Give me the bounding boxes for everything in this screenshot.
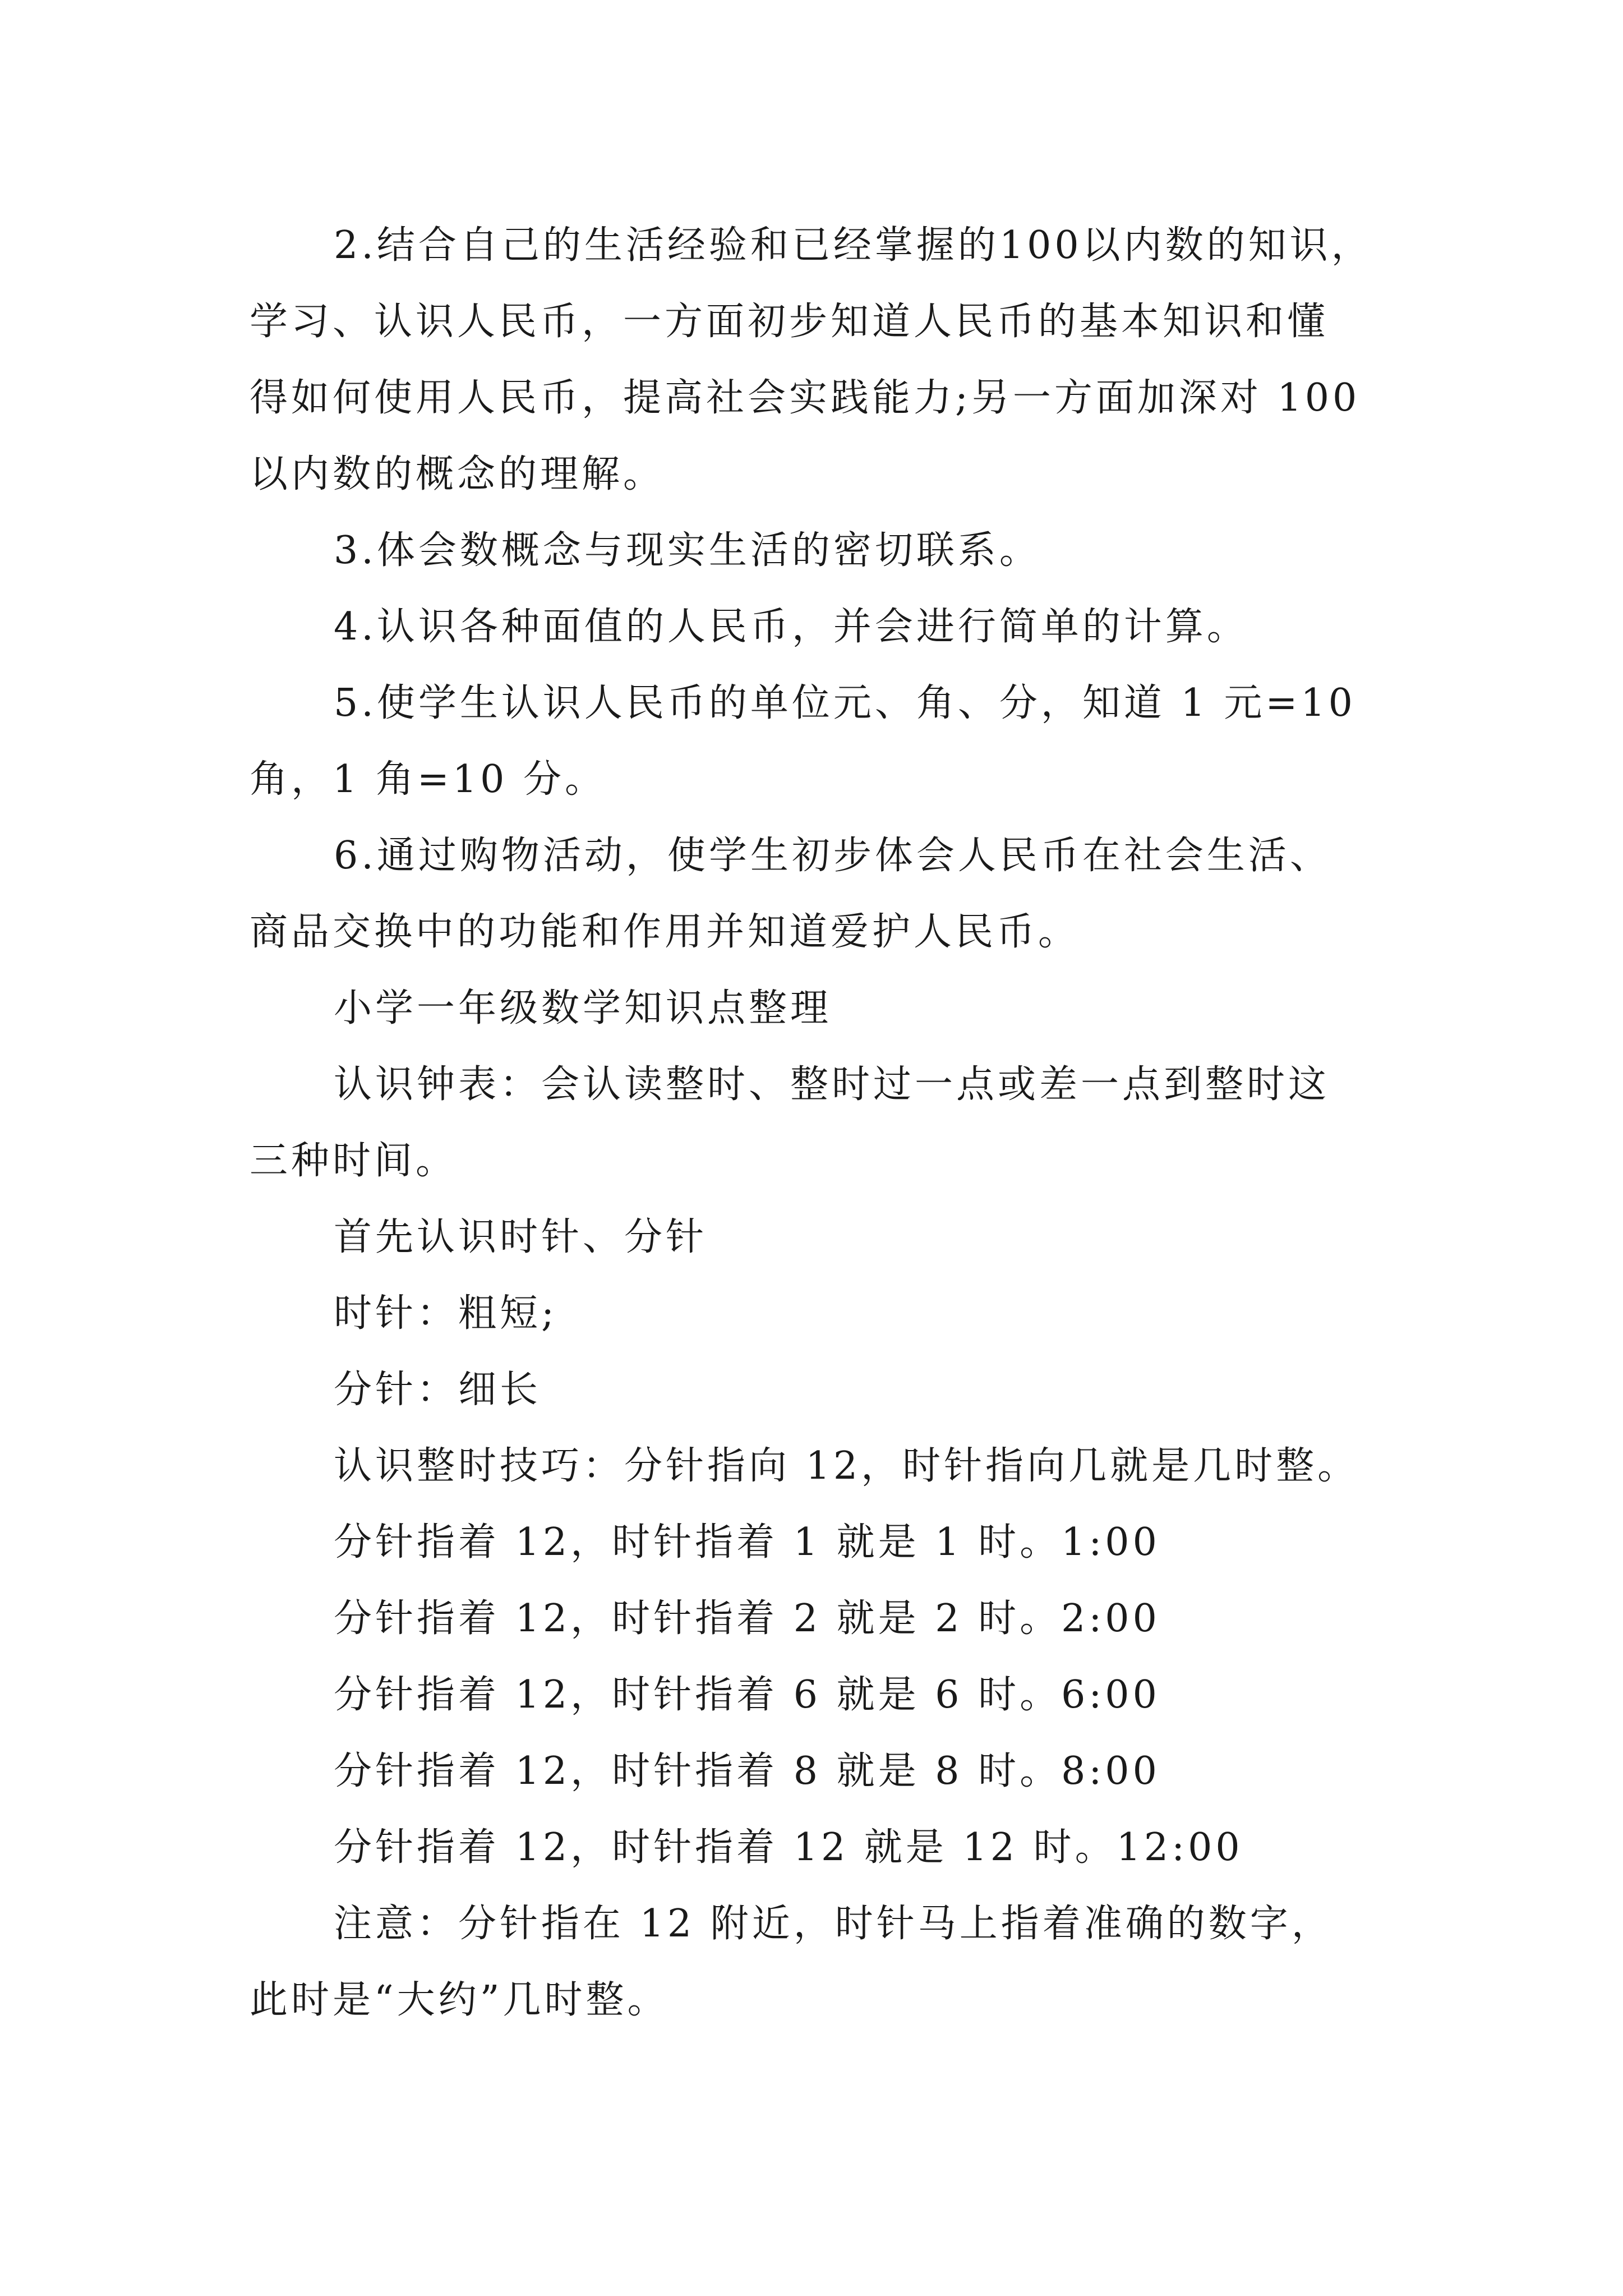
document-line: 小学一年级数学知识点整理 [334, 986, 832, 1030]
document-line: 此时是“大约”几时整。 [250, 1978, 669, 2022]
document-line: 3.体会数概念与现实生活的密切联系。 [334, 528, 1041, 573]
document-line: 分针指着 12，时针指着 8 就是 8 时。8:00 [334, 1749, 1160, 1793]
document-line: 分针指着 12，时针指着 1 就是 1 时。1:00 [334, 1520, 1160, 1565]
document-line: 商品交换中的功能和作用并知道爱护人民币。 [250, 910, 1080, 954]
document-line: 分针指着 12，时针指着 12 就是 12 时。12:00 [334, 1825, 1243, 1870]
document-line: 学习、认识人民币，一方面初步知道人民币的基本知识和懂 [250, 300, 1329, 344]
document-line: 以内数的概念的理解。 [250, 452, 665, 496]
document-line: 得如何使用人民币，提高社会实践能力;另一方面加深对 100 [250, 376, 1361, 420]
document-line: 2.结合自己的生活经验和已经掌握的100以内数的知识， [334, 223, 1373, 268]
document-line: 三种时间。 [250, 1139, 458, 1183]
document-line: 5.使学生认识人民币的单位元、角、分，知道 1 元=10 [334, 681, 1356, 725]
document-line: 分针：细长 [334, 1368, 542, 1412]
document-line: 注意：分针指在 12 附近，时针马上指着准确的数字， [334, 1902, 1333, 1946]
document-line: 首先认识时针、分针 [334, 1215, 708, 1259]
document-line: 时针：粗短; [334, 1291, 557, 1336]
document-line: 6.通过购物活动，使学生初步体会人民币在社会生活、 [334, 834, 1331, 878]
document-body [250, 208, 1416, 2039]
document-line: 分针指着 12，时针指着 2 就是 2 时。2:00 [334, 1596, 1160, 1641]
document-line: 角，1 角=10 分。 [250, 757, 606, 802]
document-line: 4.认识各种面值的人民币，并会进行简单的计算。 [334, 605, 1248, 649]
document-line: 认识钟表：会认读整时、整时过一点或差一点到整时这 [334, 1062, 1330, 1107]
document-line: 分针指着 12，时针指着 6 就是 6 时。6:00 [334, 1673, 1160, 1717]
document-line: 认识整时技巧：分针指向 12，时针指向几就是几时整。 [334, 1444, 1359, 1488]
